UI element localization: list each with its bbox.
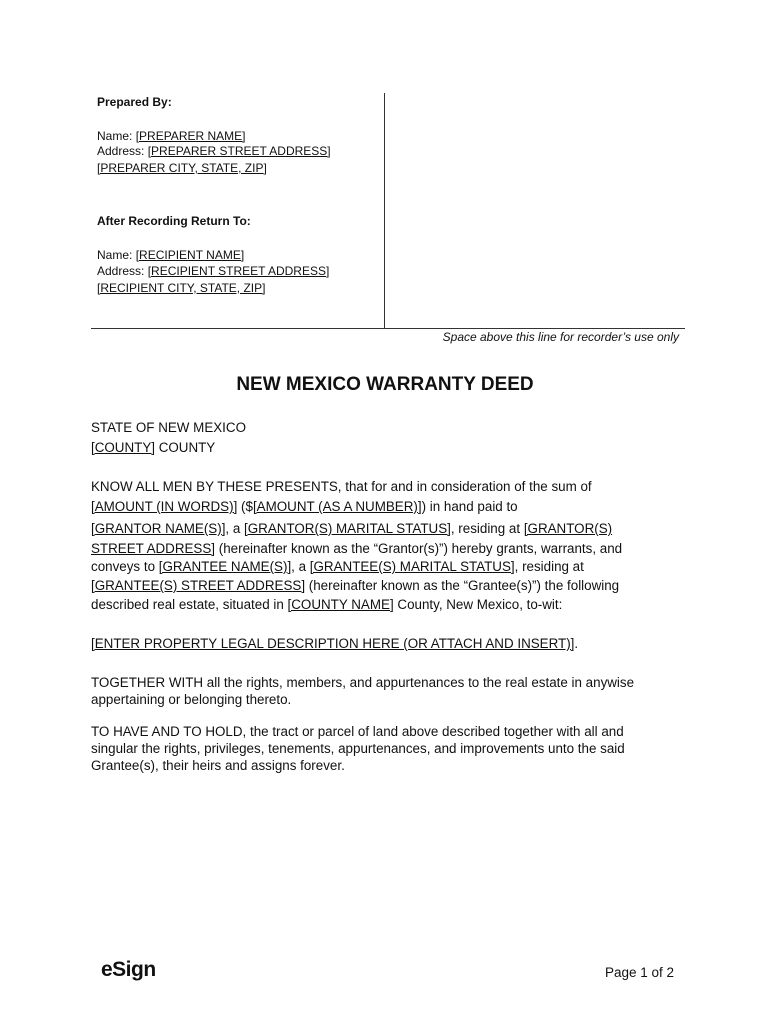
para1-line5 (91, 557, 584, 576)
preparer-address-field: [PREPARER STREET ADDRESS] (147, 144, 331, 158)
para1-text-8: , a (291, 559, 310, 574)
para1-text-12: County, New Mexico, to-wit: (393, 597, 563, 612)
para1-line7 (91, 595, 562, 614)
para1-text-11: described real estate, situated in (91, 597, 288, 612)
para1-line6 (91, 576, 619, 595)
legal-description-period: . (574, 636, 579, 651)
recorder-note: Space above this line for recorder’s use only (442, 330, 679, 344)
preparer-name-label: Name: (97, 129, 136, 143)
recipient-name-label: Name: (97, 248, 136, 262)
recipient-name-field: [RECIPIENT NAME] (135, 248, 245, 262)
preparer-address-label: Address: (97, 144, 148, 158)
para1-line1 (91, 477, 592, 496)
page-number: Page 1 of 2 (605, 965, 675, 980)
return-to-heading: After Recording Return To: (97, 214, 251, 228)
para1-text-1: KNOW ALL MEN BY THESE PRESENTS, that for and in consideration of the sum of (91, 479, 592, 494)
preparer-name-field: [PREPARER NAME] (135, 129, 246, 143)
para1-text-2: ($ (237, 499, 253, 514)
recorder-box-bottom-line (91, 328, 685, 329)
para1-line2 (91, 497, 518, 516)
recorder-box-divider (384, 93, 385, 329)
para1-text-5: , residing at (450, 521, 524, 536)
para1-text-10: (hereinafter known as the “Grantee(s)”) the following (305, 578, 620, 593)
county-name-field: [COUNTY NAME] (287, 597, 394, 612)
para1-line4 (91, 539, 622, 558)
para1-line3 (91, 519, 612, 538)
grantor-address-field-part2: STREET ADDRESS] (91, 541, 216, 556)
para1-text-9: , residing at (514, 559, 584, 574)
recipient-address-field: [RECIPIENT STREET ADDRESS] (147, 264, 330, 278)
preparer-city-field: [PREPARER CITY, STATE, ZIP] (97, 161, 267, 175)
state-line: STATE OF NEW MEXICO (91, 420, 246, 435)
prepared-by-heading: Prepared By: (97, 95, 172, 109)
amount-number-field: [AMOUNT (AS A NUMBER)] (252, 499, 422, 514)
county-suffix: COUNTY (154, 440, 216, 455)
amount-words-field: [AMOUNT (IN WORDS)] (91, 499, 238, 514)
preparer-address-line (97, 143, 331, 159)
recipient-address-label: Address: (97, 264, 148, 278)
grantee-name-field: [GRANTEE NAME(S)] (158, 559, 292, 574)
county-line (91, 438, 215, 457)
para1-text-6: (hereinafter known as the “Grantor(s)”) hereby grants, warrants, and (215, 541, 623, 556)
together-with-paragraph: TOGETHER WITH all the rights, members, and appurtenances to the real estate in anywise appertaining or belonging thereto. (91, 675, 635, 707)
preparer-name-line (97, 128, 246, 144)
legal-description-line (91, 634, 578, 653)
recipient-name-line (97, 247, 244, 263)
recipient-city-field: [RECIPIENT CITY, STATE, ZIP] (97, 281, 266, 295)
legal-description-field: [ENTER PROPERTY LEGAL DESCRIPTION HERE (OR ATTACH AND INSERT)] (91, 636, 575, 651)
habendum-paragraph: TO HAVE AND TO HOLD, the tract or parcel of land above described together with all and singular the rights, privileges, tenements, appurtenances, and improvements unto the said Grantee(s), their heirs and assigns forever. (91, 724, 625, 773)
county-field: [COUNTY] (91, 440, 155, 455)
grantor-name-field: [GRANTOR NAME(S)] (91, 521, 226, 536)
esign-logo: eSign (101, 958, 156, 981)
para1-text-7: conveys to (91, 559, 159, 574)
document-title: NEW MEXICO WARRANTY DEED (236, 374, 534, 395)
grantor-marital-status-field: [GRANTOR(S) MARITAL STATUS] (244, 521, 451, 536)
para1-text-3: ) in hand paid to (421, 499, 518, 514)
grantee-marital-status-field: [GRANTEE(S) MARITAL STATUS] (309, 559, 515, 574)
recipient-address-line (97, 263, 329, 279)
grantee-address-field: [GRANTEE(S) STREET ADDRESS] (91, 578, 306, 593)
grantor-address-field-part1: [GRANTOR(S) (523, 521, 613, 536)
para1-text-4: , a (225, 521, 245, 536)
